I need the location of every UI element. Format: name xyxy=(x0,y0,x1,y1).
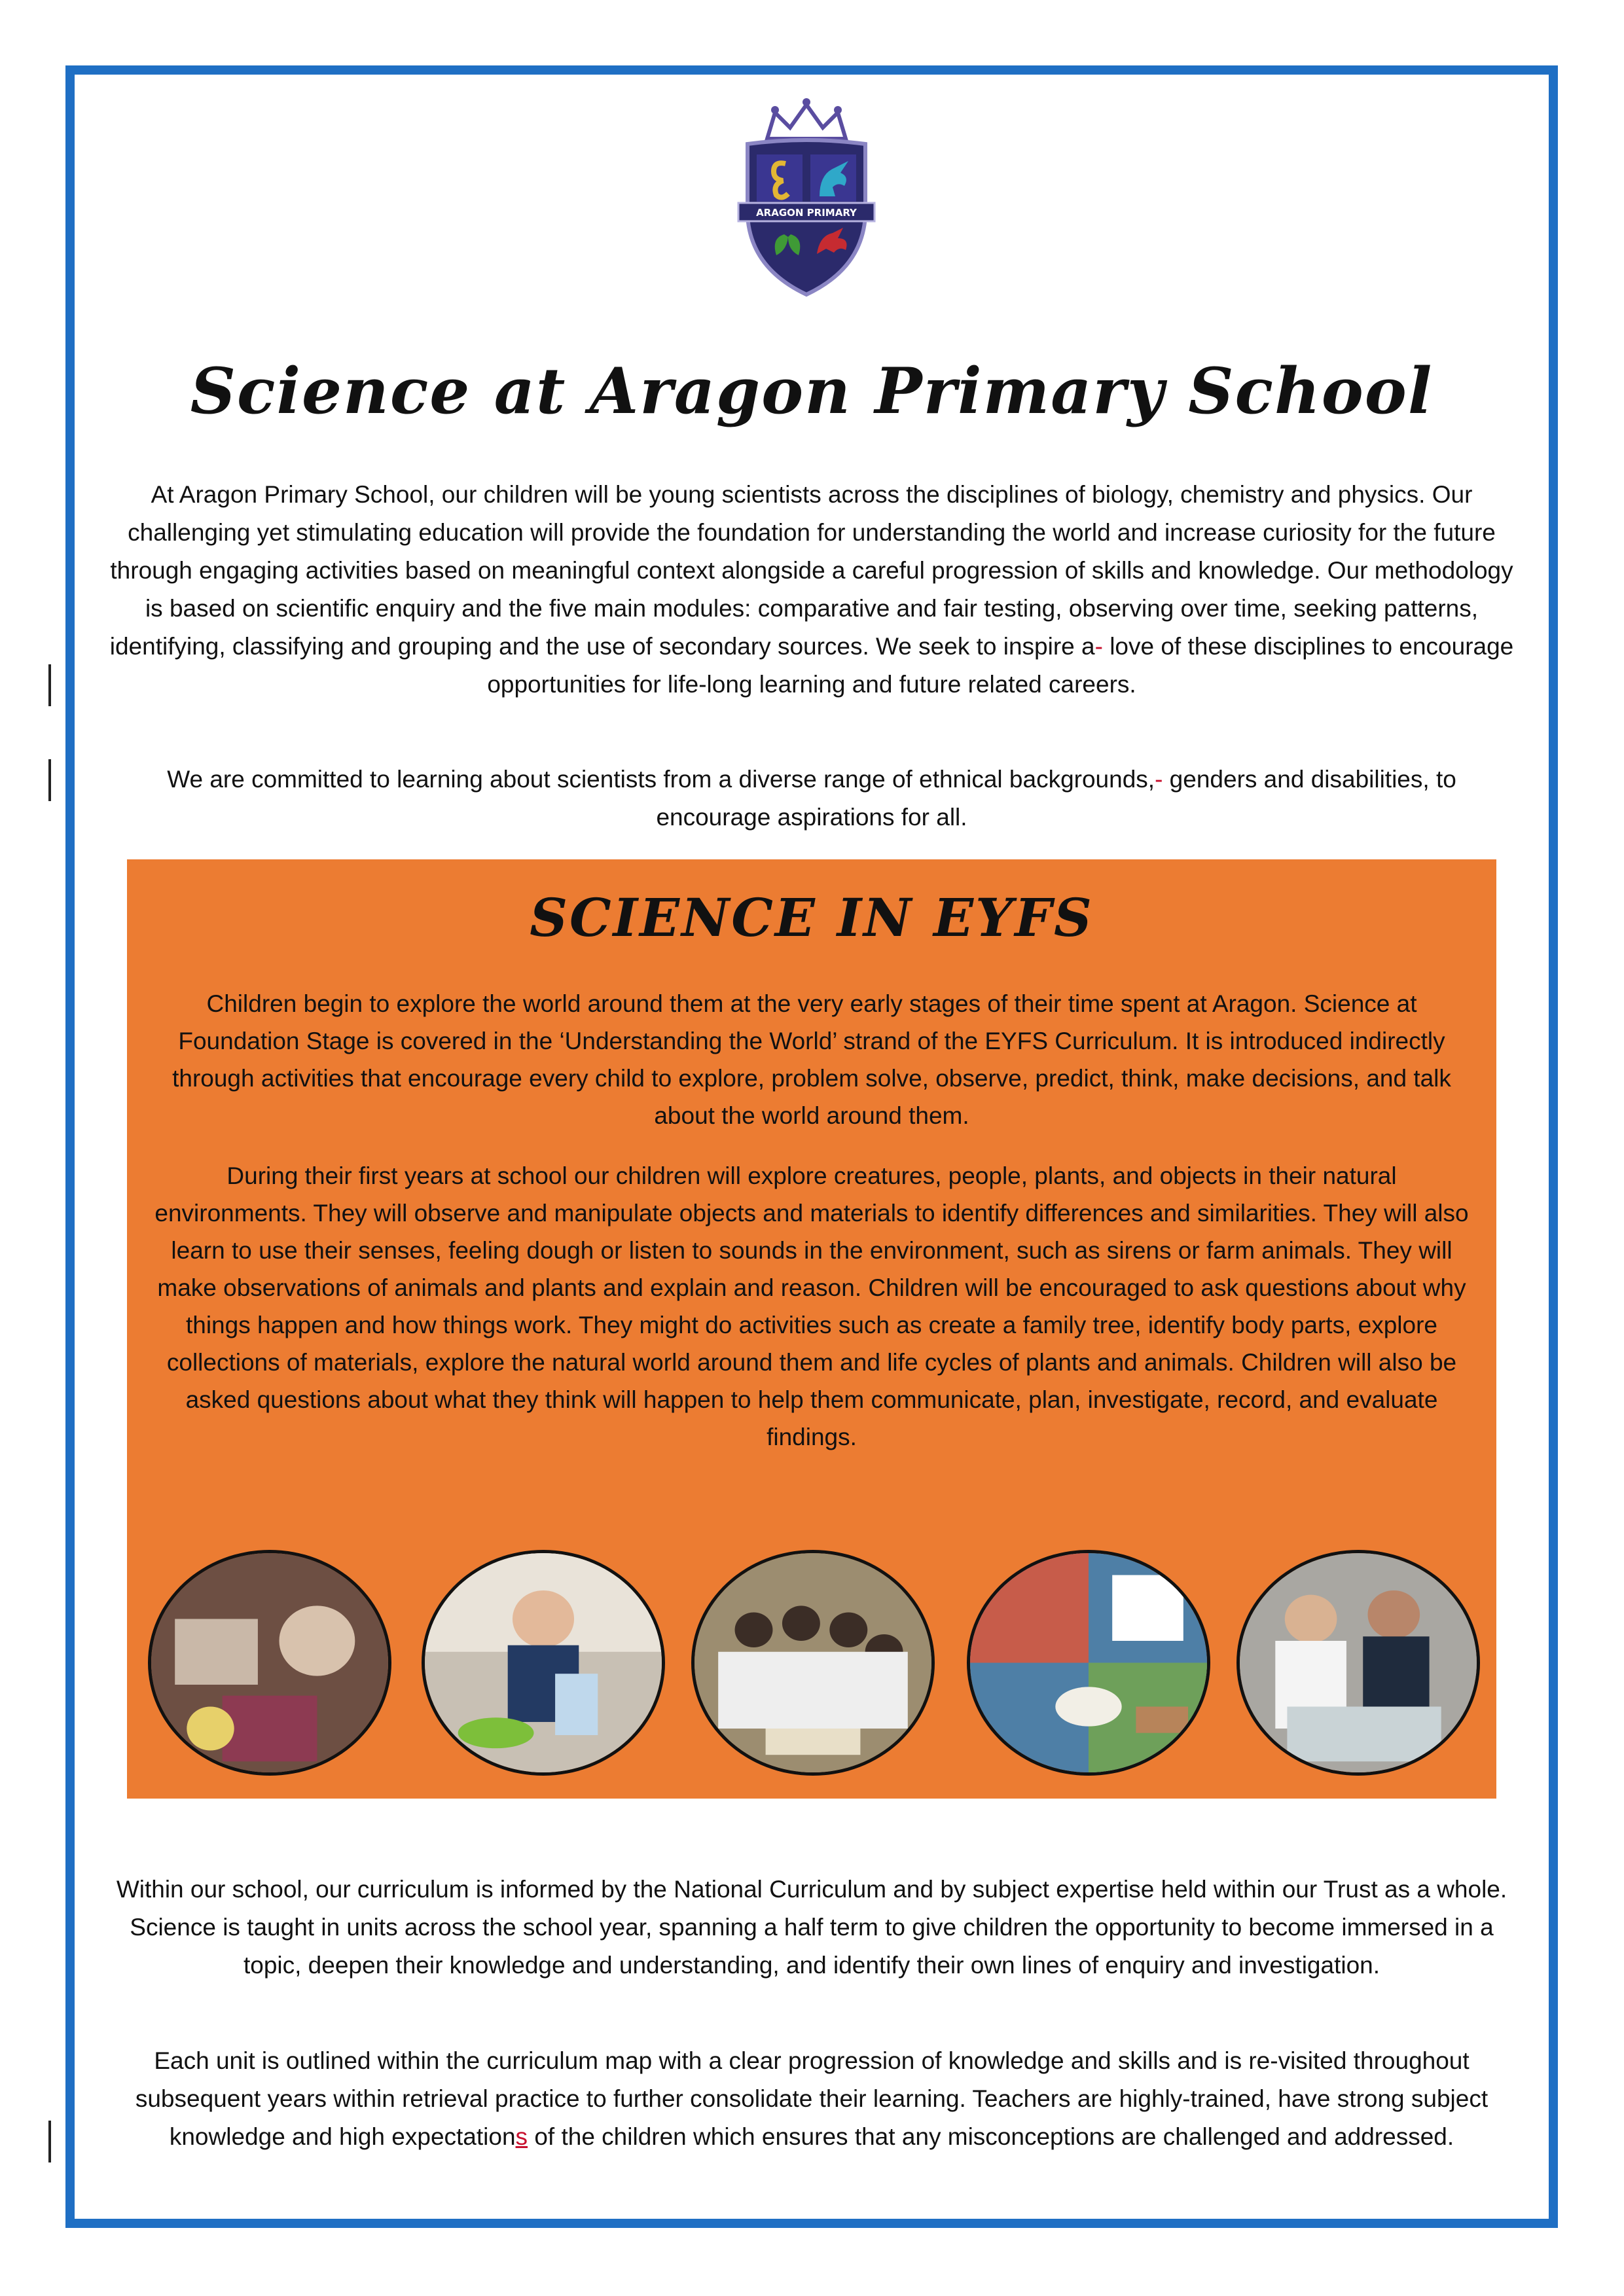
eyfs-photo-2 xyxy=(422,1550,665,1776)
change-bar xyxy=(48,2121,51,2162)
eyfs-photo-3 xyxy=(691,1550,935,1776)
crest-banner-text: ARAGON PRIMARY xyxy=(756,207,857,219)
edit-mark: - xyxy=(1094,633,1103,660)
edit-mark: s xyxy=(515,2123,528,2150)
eyfs-heading: SCIENCE IN EYFS xyxy=(530,887,1094,948)
curriculum-paragraph-1: Within our school, our curriculum is informed by the National Curriculum and by subject expertise held within our Trust as a whole. Science is taught in units across the school year, spanning a half term to give children the opportunity to become immersed in a topic, deepen their knowledge and understanding, and identify their own lines of enquiry and investigation. xyxy=(116,1876,1507,1979)
curriculum-paragraph-2: Each unit is outlined within the curriculum map with a clear progression of knowledge and skills and is re-visited throughout subsequent years within retrieval practice to further consolidate their learning. Teachers are highly-trained, have strong subject knowledge and high expectations of the children which ensures that any misconceptions are challenged and addressed. xyxy=(135,2047,1489,2150)
school-crest-logo xyxy=(728,98,885,301)
page-title: Science at Aragon Primary School xyxy=(190,354,1434,428)
eyfs-photo-1 xyxy=(148,1550,391,1776)
eyfs-photo-4 xyxy=(967,1550,1210,1776)
intro-paragraph-1: At Aragon Primary School, our children will be young scientists across the disciplines of biology, chemistry and physics. Our challenging yet stimulating education will provide the foundation for understanding the world and increase curiosity for the future through engaging activities based on meaningful context alongside a careful progression of skills and knowledge. Our methodology is based on scientific enquiry and the five main modules: comparative and fair testing, observing over time, seeking patterns, identifying, classifying and grouping and the use of secondary sources. We seek to inspire a- love of these disciplines to encourage opportunities for life-long learning and future related careers. xyxy=(109,481,1514,698)
eyfs-panel xyxy=(127,859,1496,1799)
change-bar xyxy=(48,664,51,706)
eyfs-paragraph-2: During their first years at school our children will explore creatures, people, plants, and objects in their natural environments. They will observe and manipulate objects and materials to identify differences and similarities. They will also learn to use their senses, feeling dough or listen to sounds in the environment, such as sirens or farm animals. They will make observations of animals and plants and explain and reason. Children will be encouraged to ask questions about why things happen and how things work. They might do activities such as create a family tree, identify body parts, explore collections of materials, explore the natural world around them and life cycles of plants and animals. Children will also be asked questions about what they think will happen to help them communicate, plan, investigate, record, and evaluate findings. xyxy=(154,1162,1469,1450)
eyfs-photo-5 xyxy=(1236,1550,1480,1776)
eyfs-paragraph-1: Children begin to explore the world around them at the very early stages of their time spent at Aragon. Science at Foundation Stage is covered in the ‘Understanding the World’ strand of the EYFS Curriculum. It is introduced indirectly through activities that encourage every child to explore, problem solve, observe, predict, think, make decisions, and talk about the world around them. xyxy=(172,990,1451,1129)
change-bar xyxy=(48,759,51,801)
crown-icon xyxy=(767,98,846,139)
intro-paragraph-2: We are committed to learning about scientists from a diverse range of ethnical backgrounds,- genders and disabilities, to encourage aspirations for all. xyxy=(167,766,1456,831)
edit-mark: - xyxy=(1155,766,1163,793)
